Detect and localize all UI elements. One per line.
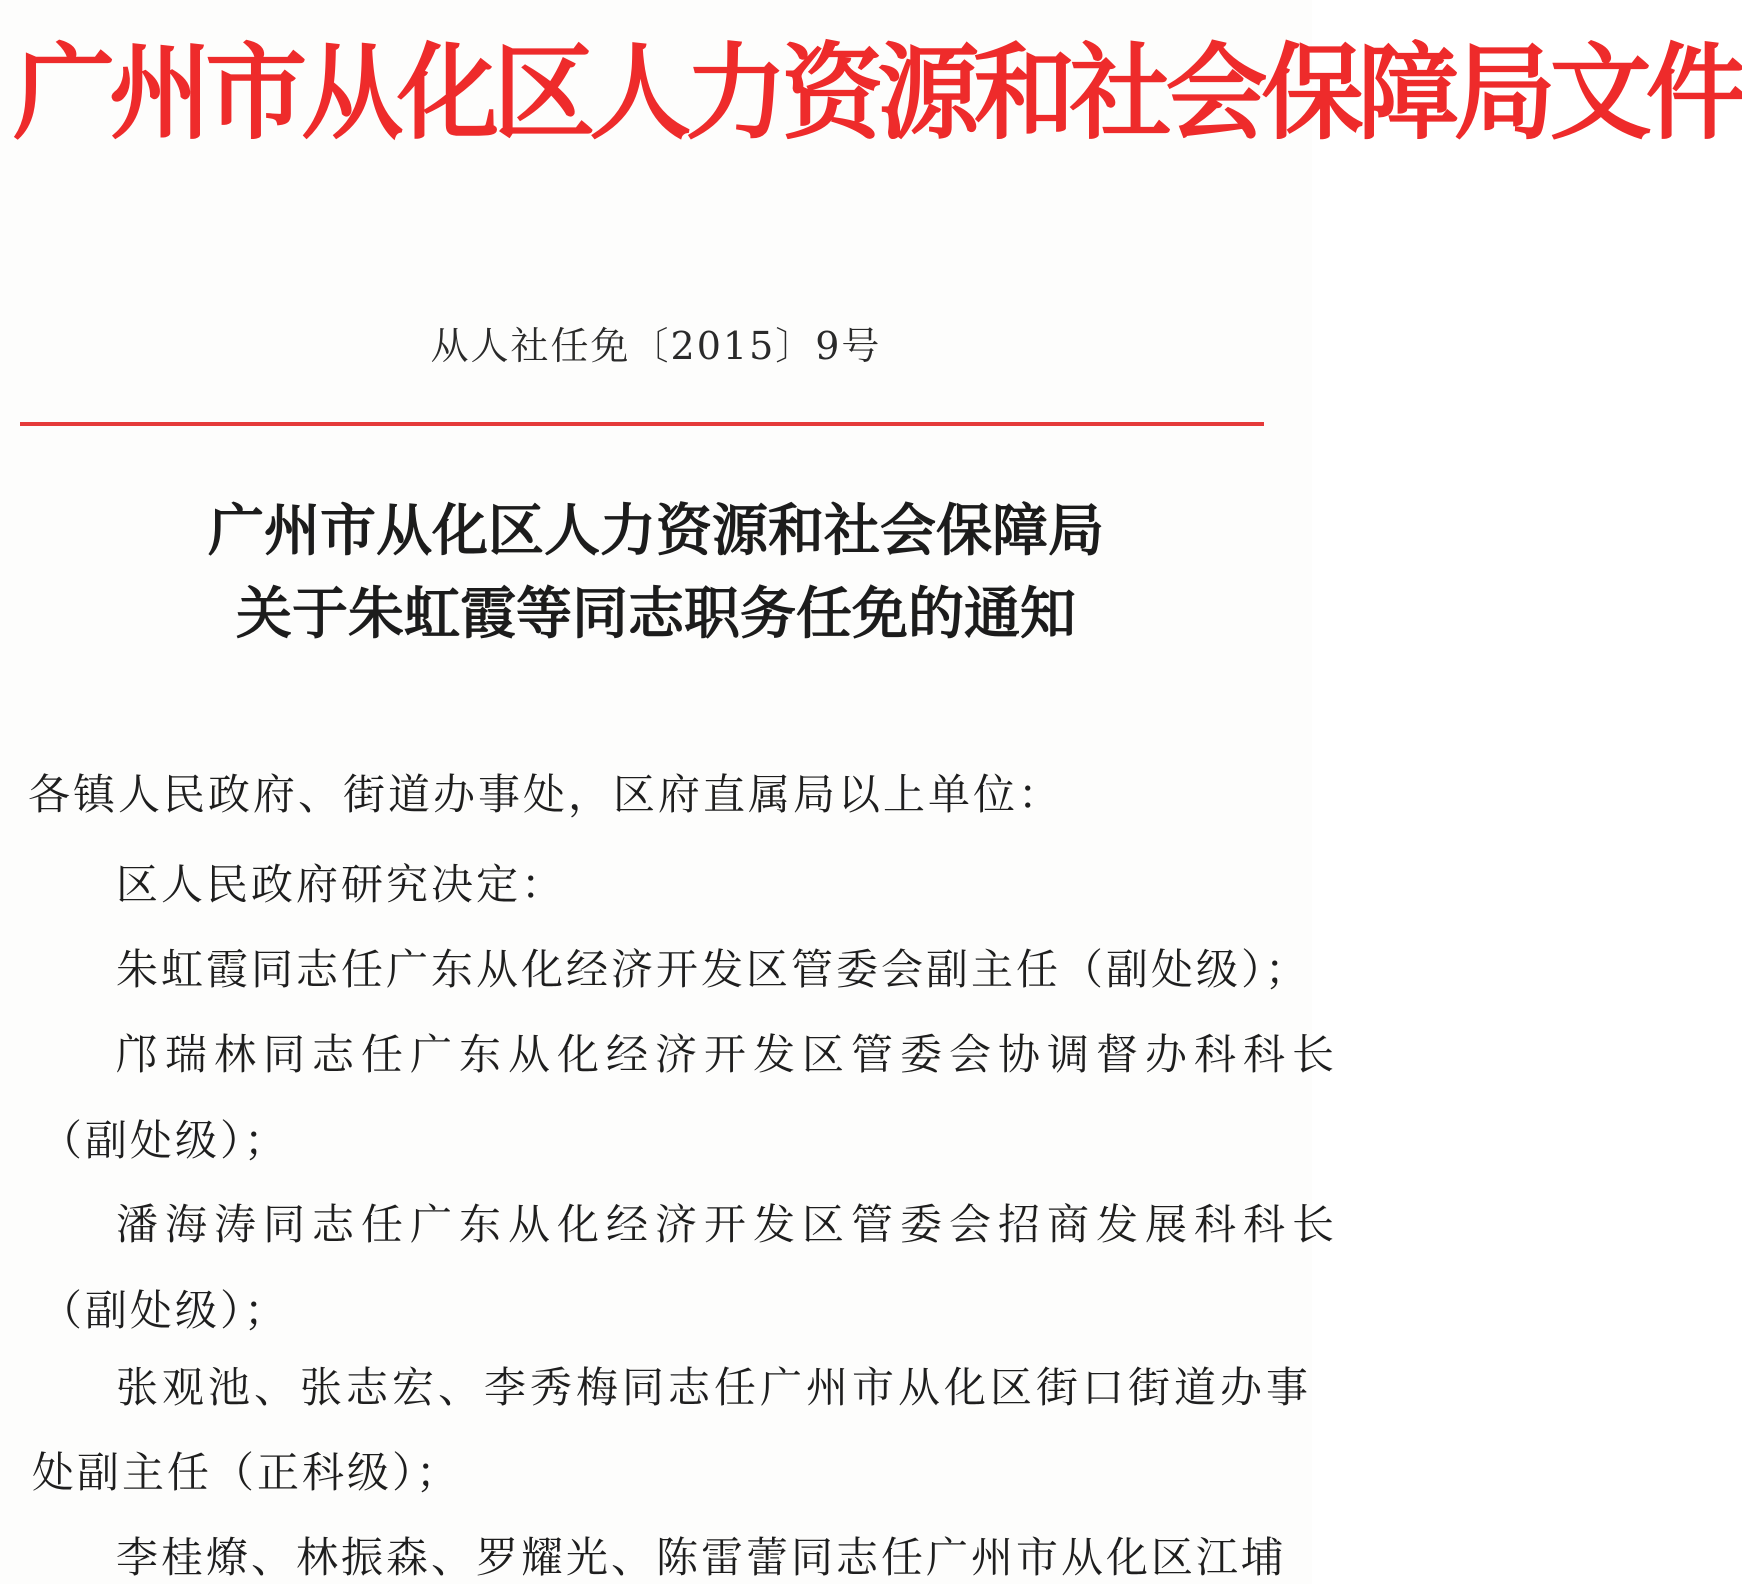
body-paragraph-line: 朱虹霞同志任广东从化经济开发区管委会副主任（副处级）；	[116, 945, 1311, 994]
body-paragraph-line: 处副主任（正科级）；	[32, 1448, 462, 1497]
body-paragraph-line: 区人民政府研究决定：	[116, 860, 567, 909]
document-number: 从人社任免〔2015〕9号	[430, 324, 882, 368]
red-divider-line	[20, 422, 1264, 426]
salutation: 各镇人民政府、街道办事处，区府直属局以上单位：	[28, 770, 1064, 819]
body-paragraph-line: 李桂燎、林振森、罗耀光、陈雷蕾同志任广州市从化区江埔	[116, 1533, 1287, 1582]
body-paragraph-line: （副处级）；	[40, 1116, 290, 1165]
notice-title-line-2: 关于朱虹霞等同志职务任免的通知	[236, 581, 1076, 647]
body-paragraph-line: 潘海涛同志任广东从化经济开发区管委会招商发展科科长	[116, 1200, 1342, 1249]
red-header-title: 广州市从化区人力资源和社会保障局文件	[13, 32, 1742, 154]
notice-title-line-1: 广州市从化区人力资源和社会保障局	[208, 498, 1104, 564]
body-paragraph-line: 邝瑞林同志任广东从化经济开发区管委会协调督办科科长	[116, 1030, 1342, 1079]
body-paragraph-line: 张观池、张志宏、李秀梅同志任广州市从化区街口街道办事	[116, 1363, 1313, 1412]
body-paragraph-line: （副处级）；	[40, 1286, 290, 1335]
